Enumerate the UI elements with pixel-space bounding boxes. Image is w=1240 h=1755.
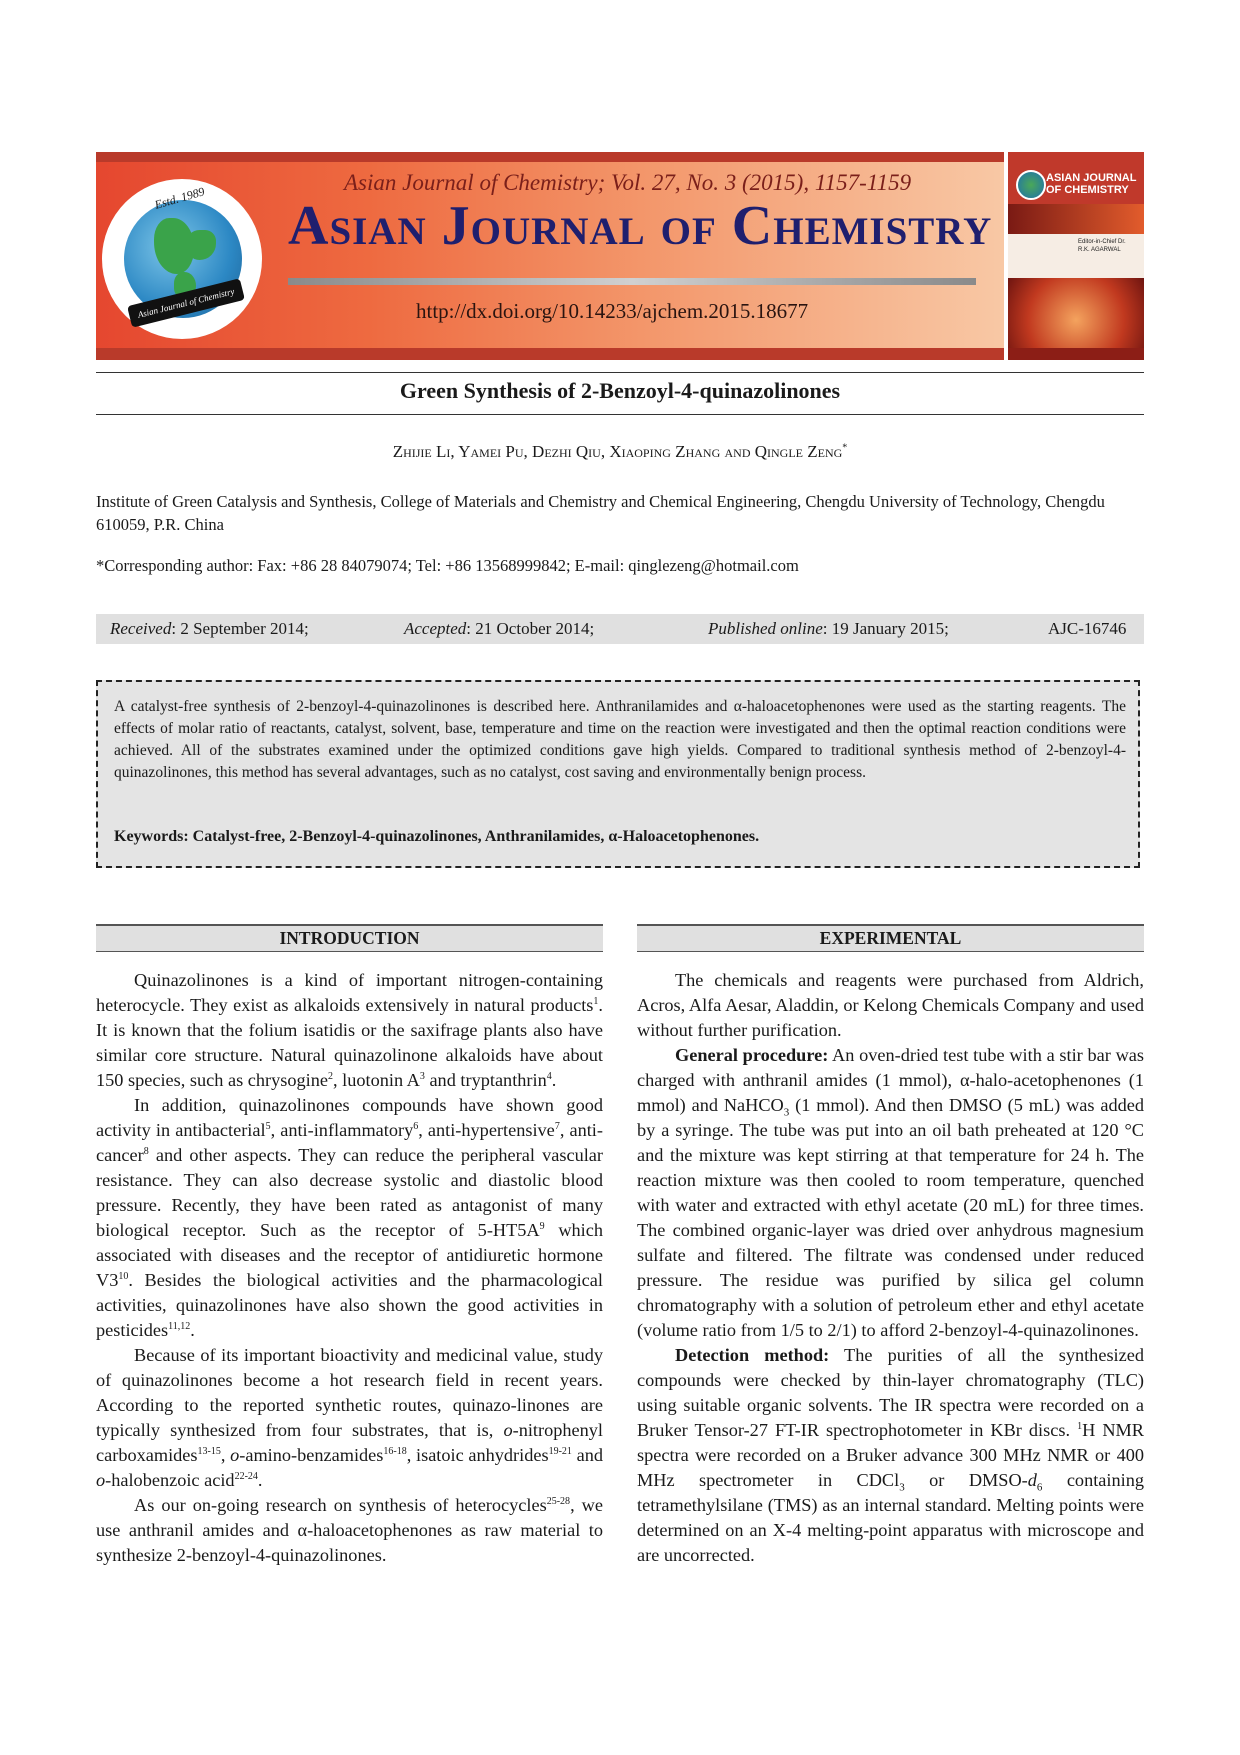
section-heading-experimental: EXPERIMENTAL: [637, 924, 1144, 952]
intro-paragraph-2: In addition, quinazolinones compounds have shown good activity in antibacterial$^5$, anti-inflammatory$^6$, anti-hypertensive$^7$, anti-cancer$^8$ and other aspects. They can reduce the peripheral vascular resistance. They can also decrease systolic and diastolic blood pressure. Recently, they have been rated as antagonist of many biological receptor. Such as the receptor of $5-HT5A^9$ which associated with diseases and the receptor of antidiuretic hormone $V3^{10}$. Besides the biological activities and the pharmacological activities, quinazolinones have also shown the good activities in pesticides$^{11,12}$.: [96, 1095, 604, 1340]
published-date: Published online: 19 January 2015;: [708, 619, 949, 638]
title-rule-top: [96, 372, 1144, 373]
author-list: [96, 442, 1144, 462]
exp-paragraph-materials: The chemicals and reagents were purchased from Aldrich, Acros, Alfa Aesar, Aladdin, or Kelong Chemicals Company and used without further purification.: [637, 970, 1144, 1040]
intro-paragraph-3: Because of its important bioactivity and medicinal value, study of quinazolinones become a hot research field in recent years. According to the reported synthetic routes, quinazo-linones are typically synthesized from four substrates, that is, o-nitrophenyl carboxamides$^{13-15}$, o-amino-benzamides$^{16-18}$, isatoic anhydrides$^{19-21}$ and o-halobenzoic acid$^{22-24}$.: [96, 1345, 603, 1490]
intro-paragraph-1: Quinazolinones is a kind of important nitrogen-containing heterocycle. They exist as alkaloids extensively in natural products$^1$. It is known that the folium isatidis or the saxifrage plants also have similar core structure. Natural quinazolinone alkaloids have about 150 species, such as chrysogine$^2$, luotonin $A^3$ and tryptanthrin$^4$.: [96, 970, 603, 1090]
introduction-column: [96, 968, 603, 1568]
general-procedure-label: General procedure:: [675, 1045, 829, 1065]
journal-citation: Asian Journal of Chemistry; Vol. 27, No. 3 (2015), 1157-1159: [344, 170, 912, 195]
article-code: AJC-16746: [1048, 619, 1127, 638]
doi-link[interactable]: http://dx.doi.org/10.14233/ajchem.2015.18677: [416, 299, 809, 323]
logo-established: Estd. 1989: [152, 184, 207, 212]
section-heading-introduction: INTRODUCTION: [96, 924, 603, 952]
cover-journal-name: ASIAN JOURNAL OF CHEMISTRY: [1046, 172, 1137, 196]
affiliation: Institute of Green Catalysis and Synthesis, College of Materials and Chemistry and Chemical Engineering, Chengdu University of Technology, Chengdu 610059, P.R. China: [96, 492, 1105, 534]
logo-ribbon: Asian Journal of Chemistry: [127, 278, 245, 327]
received-date: Received: 2 September 2014;: [110, 619, 309, 638]
publication-dates: [96, 614, 1144, 644]
exp-paragraph-detection-method: Detection method: The purities of all the synthesized compounds were checked by thin-layer chromatography (TLC) using suitable organic solvents. The IR spectra were recorded on a Bruker Tensor-27 FT-IR spectrophotometer in KBr discs. $^1$H NMR spectra were recorded on a Bruker advance 300 MHz NMR or 400 MHz spectrometer in CDCl$_3$ or DMSO-$d_6$ containing tetramethylsilane (TMS) as an internal standard. Melting points were determined on an X-4 melting-point apparatus with microscope and are uncorrected.: [637, 1345, 1145, 1565]
cover-glassware-image: [1008, 278, 1144, 348]
exp-paragraph-general-procedure: General procedure: An oven-dried test tube with a stir bar was charged with anthranil amides (1 mmol), α-halo-acetophenones (1 mmol) and NaHCO$_3$ (1 mmol). And then DMSO (5 mL) was added by a syringe. The tube was put into an oil bath preheated at 120 °C and the mixture was kept stirring at that temperature for 24 h. The reaction mixture was then cooled to room temperature, quenched with water and extracted with ethyl acetate (20 mL) for three times. The combined organic-layer was dried over anhydrous magnesium sulfate and filtered. The filtrate was condensed under reduced pressure. The residue was purified by silica gel column chromatography with a solution of petroleum ether and ethyl acetate (volume ratio from 1/5 to 2/1) to afford 2-benzoyl-4-quinazolinones.: [637, 1045, 1144, 1340]
banner-stripe-bottom: [96, 348, 1004, 360]
corresponding-author: *Corresponding author: Fax: +86 28 84079074; Tel: +86 13568999842; E-mail: qinglezeng@hotmail.com: [96, 556, 799, 575]
abstract-box: [96, 680, 1140, 868]
authors-text: Zhijie Li, Yamei Pu, Dezhi Qiu, Xiaoping Zhang and Qingle Zeng: [392, 442, 843, 461]
experimental-column: [637, 968, 1144, 1568]
abstract-text: A catalyst-free synthesis of 2-benzoyl-4-quinazolinones is described here. Anthranilamides and α-haloacetophenones were used as the starting reagents. The effects of molar ratio of reactants, catalyst, solvent, base, temperature and time on the reaction were investigated and then the optimal reaction conditions were achieved. All of the substrates examined under the optimized conditions gave high yields. Compared to traditional synthesis method of 2-benzoyl-4-quinazolinones, this method has several advantages, such as no catalyst, cost saving and environmentally benign process.: [114, 698, 1126, 781]
title-rule-bottom: [96, 414, 1144, 415]
keywords: Keywords: Catalyst-free, 2-Benzoyl-4-quinazolinones, Anthranilamides, α-Haloacetophenones.: [114, 828, 760, 845]
journal-banner: [96, 152, 1004, 360]
cover-globe-icon: [1016, 170, 1046, 200]
banner-stripe-top: [96, 152, 1004, 162]
journal-cover-thumbnail: [1008, 152, 1144, 360]
cover-editor: Editor-in-Chief Dr. R.K. AGARWAL: [1078, 239, 1126, 253]
paper-title: Green Synthesis of 2-Benzoyl-4-quinazolinones: [399, 378, 841, 403]
intro-paragraph-4: As our on-going research on synthesis of heterocycles$^{25-28}$, we use anthranil amides and α-haloacetophenones as raw material to synthesize 2-benzoyl-4-quinazolinones.: [96, 1495, 603, 1565]
corresponding-mark: *: [842, 442, 848, 454]
accepted-date: Accepted: 21 October 2014;: [404, 619, 595, 638]
journal-title: Asian Journal of Chemistry: [288, 195, 993, 257]
banner-divider: [288, 278, 976, 285]
detection-method-label: Detection method:: [675, 1345, 830, 1365]
